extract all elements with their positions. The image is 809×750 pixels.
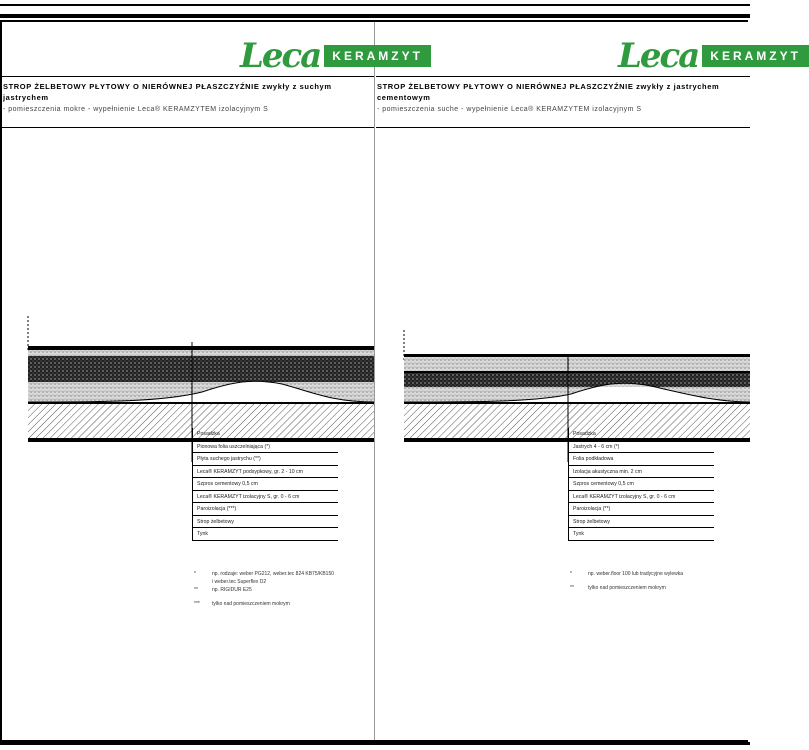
bottom-rule	[0, 742, 750, 745]
legend-row: Płyta suchego jastrychu (**)	[193, 453, 338, 466]
sheet-title-line2: jastrychem	[3, 93, 49, 102]
footnote-text: i weber.tec Superflex D2	[212, 579, 267, 585]
sheet-subtitle: - pomieszczenia suche - wypełnienie Leca® KERAMZYTEM izolacyjnym S	[377, 106, 642, 113]
footnote	[570, 570, 683, 578]
legend-row: Posadzka	[569, 428, 714, 441]
legend-row: Leca® KERAMZYT podsypkowy, gr. 2 - 10 cm	[193, 466, 338, 479]
footnote-text: np. rodzaje: weber PG212, weber.tec 824 KB75/KB150	[212, 571, 335, 577]
legend-row: Paroizolacja (***)	[193, 503, 338, 516]
footnote	[194, 570, 334, 578]
legend-row: Posadzka	[193, 428, 338, 441]
footnote	[194, 578, 334, 586]
leca-logo	[618, 36, 809, 76]
sheet-title: STROP ŻELBETOWY PŁYTOWY O NIERÓWNEJ PŁASZCZYŹNIE zwykły z suchym	[3, 82, 332, 91]
layer-legend	[192, 428, 338, 541]
legend-row: Pionowa folia uszczelniająca (*)	[193, 441, 338, 454]
logo-keramzyt-box: KERAMZYT	[324, 45, 431, 67]
footnote-mark: *	[570, 571, 572, 577]
footnote-text: tylko nad pomieszczeniem mokrym	[212, 601, 290, 607]
legend-row: Tynk	[569, 528, 714, 541]
footnotes	[570, 570, 683, 592]
footnote-mark: **	[570, 585, 574, 591]
footnotes	[194, 570, 334, 608]
sheet-header	[2, 76, 374, 128]
layer-legend	[568, 428, 714, 541]
footnote-text: np. RIGIDUR E25	[212, 587, 252, 593]
legend-row: Leca® KERAMZYT izolacyjny S, gr. 0 - 6 cm	[193, 491, 338, 504]
footnote	[194, 600, 334, 608]
footnote-text: np. weber.floor 100 lub tradycyjne wylewka	[588, 571, 684, 577]
legend-row: Szpros cementowy 0,5 cm	[569, 478, 714, 491]
footnote-text: tylko nad pomieszczeniem mokrym	[588, 585, 666, 591]
legend-row: Jastrych 4 - 6 cm (*)	[569, 441, 714, 454]
right-detail-sheet	[376, 22, 801, 740]
footnote-mark: ***	[194, 601, 200, 607]
legend-row: Strop żelbetowy	[193, 516, 338, 529]
legend-row: Izolacja akustyczna min. 2 cm	[569, 466, 714, 479]
legend-row: Strop żelbetowy	[569, 516, 714, 529]
top-rule-thin	[0, 4, 750, 6]
logo-wordmark: Leca	[240, 36, 321, 76]
top-rule-thick	[0, 14, 750, 18]
logo-wordmark: Leca	[618, 36, 699, 76]
legend-row: Szpros cementowy 0,5 cm	[193, 478, 338, 491]
logo-keramzyt-box: KERAMZYT	[702, 45, 809, 67]
sheet-subtitle: - pomieszczenia mokre - wypełnienie Leca® KERAMZYTEM izolacyjnym S	[3, 106, 269, 113]
footnote	[570, 584, 683, 592]
legend-row: Leca® KERAMZYT izolacyjny S, gr. 0 - 6 cm	[569, 491, 714, 504]
legend-row: Folia podkładowa	[569, 453, 714, 466]
legend-row: Tynk	[193, 528, 338, 541]
sheet-title-line2: cementowym	[377, 93, 431, 102]
legend-row: Paroizolacja (**)	[569, 503, 714, 516]
footnote-mark: *	[194, 571, 196, 577]
sheet-title: STROP ŻELBETOWY PŁYTOWY O NIERÓWNEJ PŁASZCZYŹNIE zwykły z jastrychem	[377, 82, 720, 91]
footnote	[194, 586, 334, 594]
sheet-header	[376, 76, 750, 128]
footnote-mark	[194, 578, 212, 586]
footnote-mark: **	[194, 587, 198, 593]
